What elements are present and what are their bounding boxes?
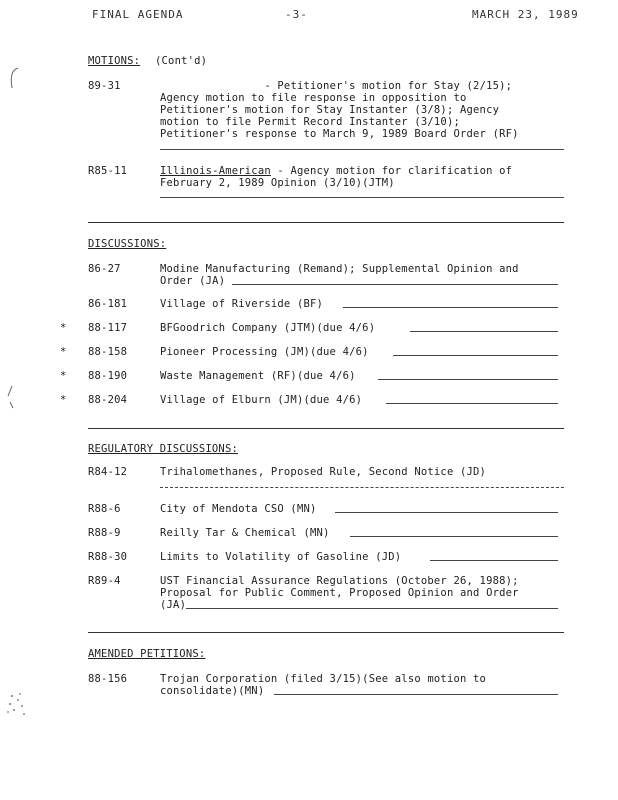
agenda-line: Petitioner's response to March 9, 1989 Board Order (RF)	[160, 128, 519, 140]
agenda-line: Agency motion to file response in opposition to	[160, 92, 467, 104]
agenda-line: BFGoodrich Company (JTM)(due 4/6)	[160, 322, 376, 334]
docket-number: 88-158	[88, 346, 128, 358]
section-heading-motions: MOTIONS:	[88, 55, 141, 67]
agenda-line: UST Financial Assurance Regulations (October 26, 1988);	[160, 575, 519, 587]
signature-line	[160, 197, 564, 198]
agenda-line: Limits to Volatility of Gasoline (JD)	[160, 551, 402, 563]
docket-number: R89-4	[88, 575, 121, 587]
section-heading-regulatory: REGULATORY DISCUSSIONS:	[88, 443, 238, 455]
agenda-line: Pioneer Processing (JM)(due 4/6)	[160, 346, 369, 358]
scan-artifact-icon	[4, 384, 16, 410]
page-number: -3-	[285, 8, 308, 21]
docket-number: R85-11	[88, 165, 128, 177]
signature-line	[343, 307, 558, 308]
agenda-line-visible	[160, 80, 512, 92]
party-name: Illinois-American	[160, 165, 271, 177]
agenda-line-rest: - Petitioner's motion for Stay (2/15);	[264, 80, 513, 92]
signature-line	[393, 355, 558, 356]
scan-artifact-icon	[4, 690, 34, 720]
agenda-line: Trihalomethanes, Proposed Rule, Second Notice (JD)	[160, 466, 487, 478]
agenda-line: Modine Manufacturing (Remand); Supplemental Opinion and	[160, 263, 519, 275]
docket-number: 86-181	[88, 298, 128, 310]
signature-line	[186, 608, 558, 609]
agenda-line: consolidate)(MN)	[160, 685, 265, 697]
agenda-line: Waste Management (RF)(due 4/6)	[160, 370, 356, 382]
docket-number: 88-117	[88, 322, 128, 334]
docket-number: 86-27	[88, 263, 121, 275]
signature-line	[386, 403, 558, 404]
section-divider	[88, 222, 564, 223]
docket-number: R88-30	[88, 551, 128, 563]
signature-line	[160, 487, 564, 488]
scan-artifact-icon	[6, 66, 22, 92]
agenda-line: Village of Elburn (JM)(due 4/6)	[160, 394, 363, 406]
agenda-line: Proposal for Public Comment, Proposed Opinion and Order	[160, 587, 519, 599]
agenda-line: Petitioner's motion for Stay Instanter (3/8); Agency	[160, 104, 500, 116]
section-divider	[88, 632, 564, 633]
agenda-line: motion to file Permit Record Instanter (3/10);	[160, 116, 460, 128]
agenda-line: (JA)	[160, 599, 187, 611]
agenda-line: Reilly Tar & Chemical (MN)	[160, 527, 330, 539]
docket-number: 88-156	[88, 673, 128, 685]
agenda-line-rest: - Agency motion for clarification of	[270, 165, 513, 177]
header-title: FINAL AGENDA	[92, 8, 184, 21]
asterisk-mark: *	[60, 322, 67, 334]
asterisk-mark: *	[60, 370, 67, 382]
section-heading-motions-suffix: (Cont'd)	[155, 55, 208, 67]
docket-number: R88-9	[88, 527, 121, 539]
docket-number: 88-190	[88, 370, 128, 382]
docket-number: R84-12	[88, 466, 128, 478]
agenda-line: Village of Riverside (BF)	[160, 298, 324, 310]
signature-line	[378, 379, 558, 380]
agenda-line: Trojan Corporation (filed 3/15)(See also motion to	[160, 673, 487, 685]
signature-line	[232, 284, 558, 285]
docket-number: 88-204	[88, 394, 128, 406]
signature-line	[430, 560, 558, 561]
header-date: MARCH 23, 1989	[472, 8, 579, 21]
docket-number: 89-31	[88, 80, 121, 92]
docket-number: R88-6	[88, 503, 121, 515]
section-heading-discussions: DISCUSSIONS:	[88, 238, 167, 250]
signature-line	[274, 694, 558, 695]
agenda-line: February 2, 1989 Opinion (3/10)(JTM)	[160, 177, 395, 189]
signature-line	[160, 149, 564, 150]
signature-line	[335, 512, 558, 513]
signature-line	[350, 536, 558, 537]
signature-line	[410, 331, 558, 332]
asterisk-mark: *	[60, 346, 67, 358]
agenda-line-visible	[160, 165, 512, 177]
asterisk-mark: *	[60, 394, 67, 406]
section-heading-amended: AMENDED PETITIONS:	[88, 648, 206, 660]
section-divider	[88, 428, 564, 429]
agenda-line: Order (JA)	[160, 275, 226, 287]
agenda-line: City of Mendota CSO (MN)	[160, 503, 317, 515]
